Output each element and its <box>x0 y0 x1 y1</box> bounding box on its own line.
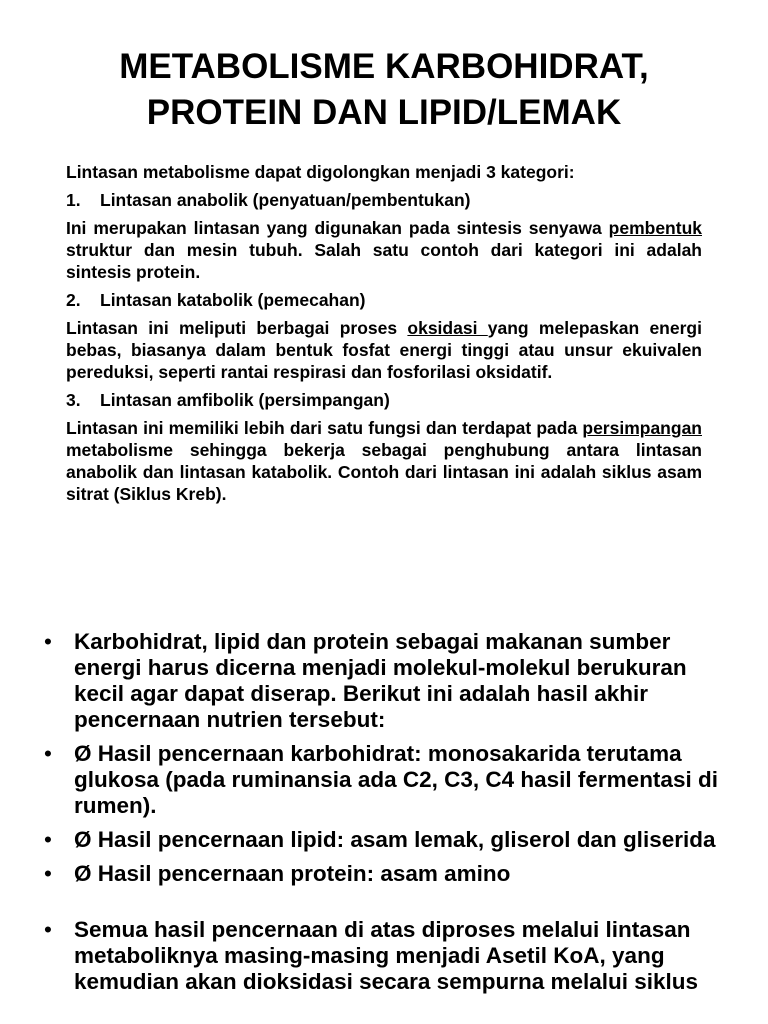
description-text: metabolisme sehingga bekerja sebagai penghubung antara lintasan anabolik dan lintasan katabolik. Contoh dari lintasan ini adalah siklus asam sitrat (Siklus Kreb). <box>66 440 702 504</box>
category-heading-amphibolic <box>66 389 702 411</box>
underlined-term: oksidasi <box>407 318 488 338</box>
bullet-item <box>44 629 724 733</box>
category-number: 1. <box>66 190 81 210</box>
bullet-item <box>44 827 724 853</box>
bullet-text: Ø Hasil pencernaan karbohidrat: monosakarida terutama glukosa (pada ruminansia ada C2, C3, C4 hasil fermentasi di rumen). <box>74 741 718 818</box>
bullet-text: Ø Hasil pencernaan lipid: asam lemak, gliserol dan gliserida <box>74 827 716 852</box>
category-description-amphibolic <box>66 417 702 505</box>
description-text: yang melepaskan energi bebas, biasanya dalam bentuk fosfat energi tinggi atau unsur ekuivalen pereduksi, seperti rantai respirasi dan fosforilasi oksidatif. <box>66 318 702 382</box>
bullet-dot-icon: • <box>44 827 52 852</box>
bullet-item <box>44 861 724 887</box>
bullet-text: Semua hasil pencernaan di atas diproses melalui lintasan metaboliknya masing-masing menjadi Asetil KoA, yang kemudian akan dioksidasi secara sempurna melalui siklus <box>74 917 699 994</box>
description-text: Lintasan ini meliputi berbagai proses <box>66 318 408 338</box>
category-heading-text: Lintasan anabolik (penyatuan/pembentukan) <box>100 190 471 210</box>
bullet-item <box>44 741 724 819</box>
title-line-1: METABOLISME KARBOHIDRAT, <box>119 47 649 86</box>
bullet-dot-icon: • <box>44 629 52 654</box>
bullet-text: Ø Hasil pencernaan protein: asam amino <box>74 861 511 886</box>
category-number: 2. <box>66 290 81 310</box>
bullet-dot-icon: • <box>44 917 52 942</box>
bullet-text: Karbohidrat, lipid dan protein sebagai makanan sumber energi harus dicerna menjadi molekul-molekul berukuran kecil agar dapat diserap. Berikut ini adalah hasil akhir pencernaan nutrien tersebut: <box>74 629 687 732</box>
intro-text: Lintasan metabolisme dapat digolongkan menjadi 3 kategori: <box>66 162 575 182</box>
underlined-term: pembentuk <box>608 218 702 238</box>
category-description-catabolic <box>66 317 702 383</box>
underlined-term: persimpangan <box>582 418 702 438</box>
category-heading-text: Lintasan katabolik (pemecahan) <box>100 290 366 310</box>
title-line-2: PROTEIN DAN LIPID/LEMAK <box>146 93 622 132</box>
description-text: Lintasan ini memiliki lebih dari satu fungsi dan terdapat pada <box>66 418 583 438</box>
bullet-dot-icon: • <box>44 861 52 886</box>
category-description-anabolic <box>66 217 702 283</box>
category-heading-anabolic <box>66 189 702 211</box>
category-number: 3. <box>66 390 81 410</box>
metabolism-categories-section <box>66 161 702 511</box>
bullet-dot-icon: • <box>44 741 52 766</box>
page-title <box>0 44 768 136</box>
description-text: struktur dan mesin tubuh. Salah satu contoh dari kategori ini adalah sintesis protein. <box>66 240 702 282</box>
bullet-item <box>44 917 724 995</box>
digestion-bullet-list <box>44 629 724 1003</box>
category-heading-catabolic <box>66 289 702 311</box>
category-heading-text: Lintasan amfibolik (persimpangan) <box>100 390 390 410</box>
description-text: Ini merupakan lintasan yang digunakan pada sintesis senyawa <box>66 218 609 238</box>
